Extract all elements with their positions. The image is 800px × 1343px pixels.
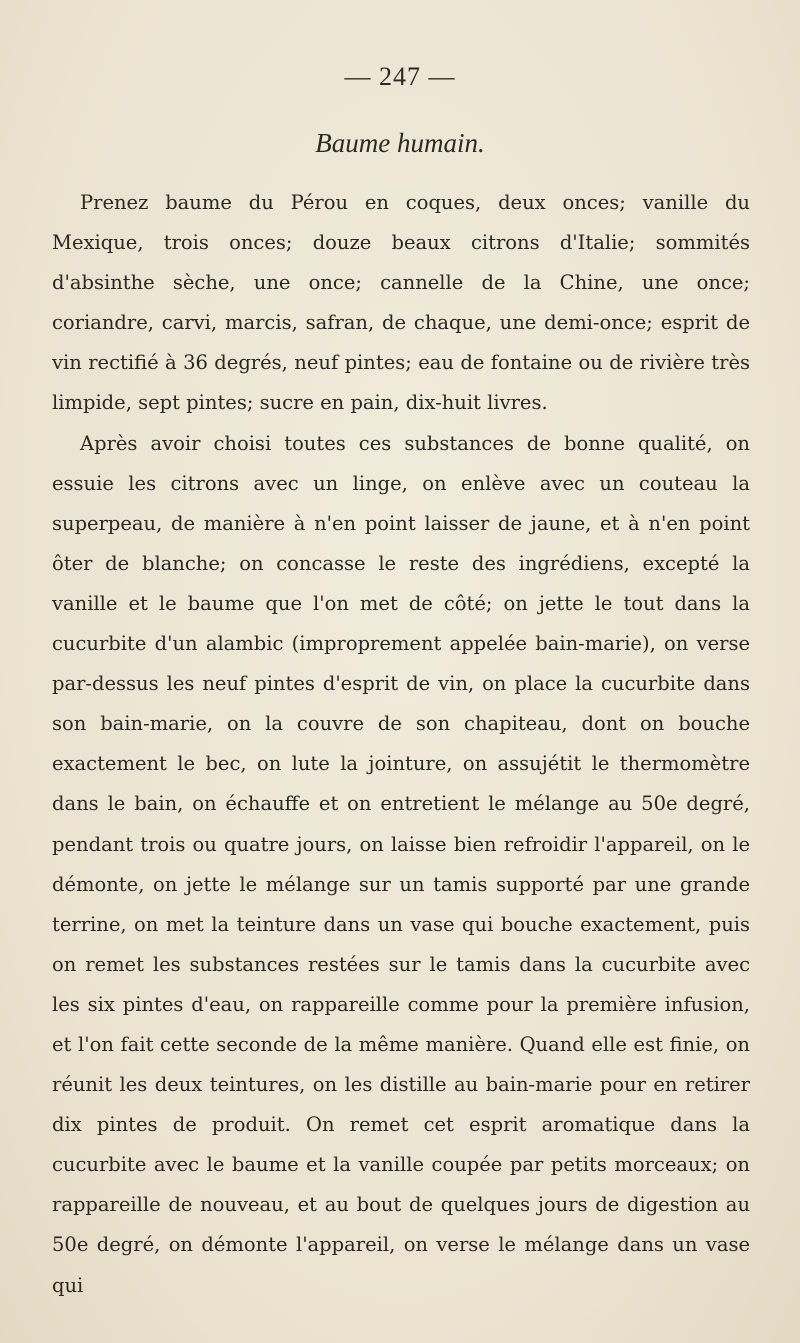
paragraph-method: Après avoir choisi toutes ces substances de bonne qualité, on essuie les citrons avec un linge, on enlève avec un couteau la superpeau, de manière à n'en point laisser de jaune, et à n'en point ôter de blanche; on concasse le reste des ingrédiens, excepté la vanille et le baume que l'on met de côté; on jette le tout dans la cucurbite d'un alambic (improprement appelée bain-marie), on verse par-dessus les neuf pintes d'esprit de vin, on place la cucurbite dans son bain-marie, on la couvre de son chapiteau, dont on bouche exactement le bec, on lute la jointure, on assujétit le thermomètre dans le bain, on échauffe et on entretient le mélange au 50e degré, pendant trois ou quatre jours, on laisse bien refroidir l'appareil, on le démonte, on jette le mélange sur un tamis supporté par une grande terrine, on met la teinture dans un vase qui bouche exactement, puis on remet les substances restées sur le tamis dans la cucurbite avec les six pintes d'eau, on rappareille comme pour la première infusion, et l'on fait cette seconde de la même manière. Quand elle est finie, on réunit les deux teintures, on les distille au bain-marie pour en retirer dix pintes de produit. On remet cet esprit aromatique dans la cucurbite avec le baume et la vanille coupée par petits morceaux; on rappareille de nouveau, et au bout de quelques jours de digestion au 50e degré, on démonte l'appareil, on verse le mélange dans un vase qui (52, 431, 750, 1297)
body-text (52, 183, 750, 1306)
page-number: — 247 — (344, 62, 456, 91)
paragraph-ingredients: Prenez baume du Pérou en coques, deux onces; vanille du Mexique, trois onces; douze beaux citrons d'Italie; sommités d'absinthe sèche, une once; cannelle de la Chine, une once; coriandre, carvi, marcis, safran, de chaque, une demi-once; esprit de vin rectifié à 36 degrés, neuf pintes; eau de fontaine ou de rivière très limpide, sept pintes; sucre en pain, dix-huit livres. (52, 191, 750, 415)
section-title: Baume humain. (315, 128, 485, 158)
